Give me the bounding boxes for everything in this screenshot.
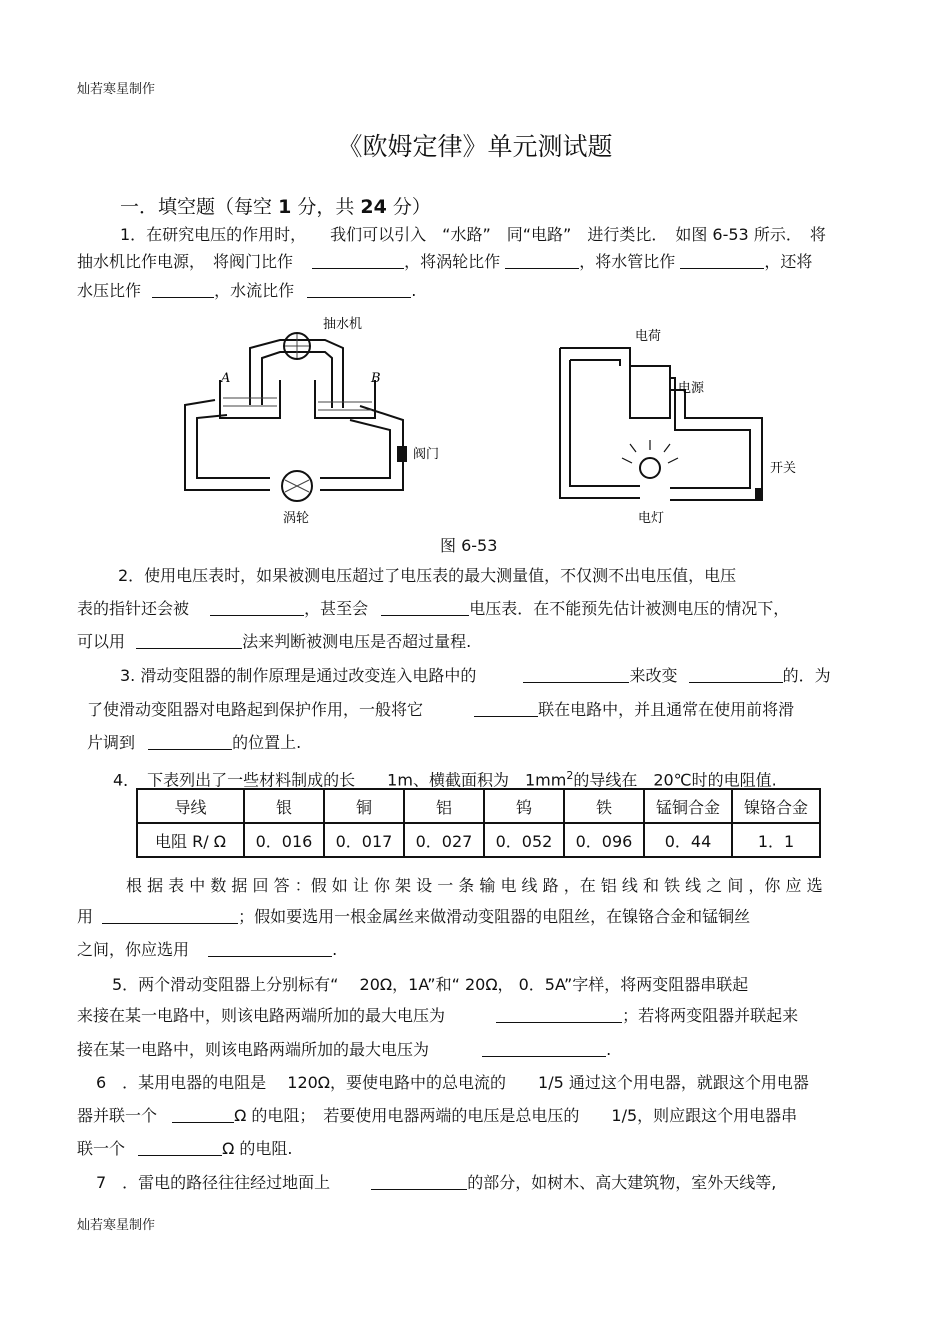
- answer-blank[interactable]: [474, 700, 538, 717]
- table-cell: 0．017: [324, 823, 404, 857]
- q5-line2: [77, 1006, 798, 1026]
- q1-text: 水压比作: [77, 281, 142, 300]
- section-mid: 分，共: [297, 196, 355, 218]
- table-cell: 铜: [324, 789, 404, 823]
- label-pump: 抽水机: [323, 317, 363, 332]
- label-valve: 阀门: [413, 447, 440, 462]
- table-cell: 铝: [404, 789, 484, 823]
- page-header: 灿若寒星制作: [77, 82, 156, 97]
- q5-text: ；若将两变阻器并联起来: [622, 1006, 799, 1025]
- q4-line3: [77, 907, 750, 927]
- q3-text: 来改变: [629, 666, 678, 685]
- q5-text: 接在某一电路中，则该电路两端所加的最大电压为: [77, 1040, 430, 1059]
- resistance-table: [136, 788, 821, 858]
- q4-text: 之间，你应选用: [77, 940, 190, 959]
- label-a: A: [221, 371, 231, 386]
- q1-line3: [77, 281, 416, 301]
- table-cell: 导线: [137, 789, 244, 823]
- q6-line3: [77, 1139, 293, 1159]
- answer-blank[interactable]: [482, 1040, 606, 1057]
- table-cell: 镍铬合金: [732, 789, 820, 823]
- answer-blank[interactable]: [138, 1139, 222, 1156]
- q1-line2: [77, 252, 812, 272]
- table-cell: 0．052: [484, 823, 564, 857]
- q3-text: 的位置上.: [232, 733, 302, 752]
- q2-line1: 2．使用电压表时，如果被测电压超过了电压表的最大测量值，不仅测不出电压值，电压: [118, 566, 737, 585]
- label-source: 电源: [678, 381, 705, 396]
- label-switch: 开关: [770, 461, 797, 476]
- table-row: [137, 823, 820, 857]
- q4-line4: [77, 940, 337, 960]
- page-footer: 灿若寒星制作: [77, 1218, 156, 1233]
- water-circuit-figure: [175, 310, 455, 530]
- table-cell: 1．1: [732, 823, 820, 857]
- q4-text: 的导线在 20℃时的电阻值.: [573, 770, 777, 790]
- table-cell: 银: [244, 789, 324, 823]
- q2-text: 表的指针还会被: [77, 599, 190, 618]
- q1-text: ，将涡轮比作: [404, 252, 501, 271]
- label-b: B: [371, 371, 381, 386]
- label-charge: 电荷: [635, 329, 662, 344]
- q7-line1: [96, 1173, 776, 1193]
- table-cell: 锰铜合金: [644, 789, 732, 823]
- table-cell: 电阻 R/ Ω: [137, 823, 244, 857]
- q4-intro: [113, 766, 777, 790]
- q3-line2: [87, 700, 794, 720]
- q1-text: .: [411, 281, 417, 300]
- q3-text: 了使滑动变阻器对电路起到保护作用，一般将它: [87, 700, 424, 719]
- q7-text: 的部分，如树木、高大建筑物，室外天线等,: [467, 1173, 777, 1192]
- q3-text: 3. 滑动变阻器的制作原理是通过改变连入电路中的: [120, 666, 477, 685]
- q1-text: ，将水管比作: [579, 252, 676, 271]
- label-turbine: 涡轮: [283, 511, 310, 526]
- section-prefix: 一．填空题（每空: [120, 196, 273, 218]
- answer-blank[interactable]: [689, 666, 783, 683]
- section-suffix: 分）: [392, 196, 431, 218]
- answer-blank[interactable]: [172, 1106, 234, 1123]
- page-title: 《欧姆定律》单元测试题: [337, 132, 613, 161]
- q2-line2: [77, 599, 789, 619]
- q1-text: 抽水机比作电源， 将阀门比作: [77, 252, 294, 271]
- q6-text: 联一个: [77, 1139, 126, 1158]
- switch-icon: [755, 488, 763, 500]
- section-num1: 1: [278, 196, 292, 218]
- q1-text: ，还将: [764, 252, 813, 271]
- q5-line1: 5．两个滑动变阻器上分别标有“ 20Ω，1A”和“ 20Ω， 0．5A”字样，将两变阻器串联起: [112, 975, 749, 994]
- q3-text: 联在电路中，并且通常在使用前将滑: [538, 700, 795, 719]
- answer-blank[interactable]: [312, 252, 404, 269]
- table-cell: 0．027: [404, 823, 484, 857]
- answer-blank[interactable]: [152, 281, 214, 298]
- table-cell: 钨: [484, 789, 564, 823]
- q2-text: 电压表．在不能预先估计被测电压的情况下，: [469, 599, 790, 618]
- answer-blank[interactable]: [523, 666, 629, 683]
- section-num2: 24: [360, 196, 387, 218]
- q2-line3: [77, 632, 471, 652]
- q6-text: Ω 的电阻.: [222, 1139, 293, 1158]
- q4-text: 用: [77, 907, 94, 926]
- q5-line3: [77, 1040, 611, 1060]
- q5-text: 来接在某一电路中，则该电路两端所加的最大电压为: [77, 1006, 446, 1025]
- q4-text: ；假如要选用一根金属丝来做滑动变阻器的电阻丝，在镍铬合金和锰铜丝: [238, 907, 751, 926]
- q2-text: 法来判断被测电压是否超过量程.: [242, 632, 472, 651]
- answer-blank[interactable]: [136, 632, 242, 649]
- answer-blank[interactable]: [371, 1173, 467, 1190]
- q5-text: .: [606, 1040, 612, 1059]
- answer-blank[interactable]: [102, 907, 238, 924]
- electric-circuit-figure: [540, 318, 800, 530]
- label-lamp: 电灯: [638, 511, 665, 526]
- q3-line3: [87, 733, 301, 753]
- q2-text: 可以用: [77, 632, 126, 651]
- figure-caption: 图 6-53: [440, 536, 498, 555]
- q4-text: 4． 下表列出了一些材料制成的长 1m、横截面积为 1mm: [113, 770, 567, 790]
- answer-blank[interactable]: [381, 599, 469, 616]
- q2-text: ，甚至会: [304, 599, 369, 618]
- answer-blank[interactable]: [307, 281, 411, 298]
- answer-blank[interactable]: [208, 940, 332, 957]
- q1-text: ，水流比作: [214, 281, 295, 300]
- valve-icon: [397, 446, 407, 462]
- q1-line1: 1．在研究电压的作用时， 我们可以引入 “水路” 同“电路” 进行类比． 如图 6-53 所示． 将: [120, 225, 826, 244]
- q6-line1: 6 ．某用电器的电阻是 120Ω，要使电路中的总电流的 1/5 通过这个用电器，就跟这个用电器: [96, 1073, 809, 1092]
- q6-text: Ω 的电阻； 若要使用电器两端的电压是总电压的 1/5，则应跟这个用电器串: [234, 1106, 798, 1125]
- table-cell: 铁: [564, 789, 644, 823]
- answer-blank[interactable]: [680, 252, 764, 269]
- answer-blank[interactable]: [505, 252, 579, 269]
- q6-text: 器并联一个: [77, 1106, 158, 1125]
- q3-text: 的．为: [782, 666, 831, 685]
- table-cell: 0．44: [644, 823, 732, 857]
- table-cell: 0．016: [244, 823, 324, 857]
- q6-line2: [77, 1106, 797, 1126]
- q7-text: 7 ．雷电的路径往往经过地面上: [96, 1173, 331, 1192]
- table-cell: 0．096: [564, 823, 644, 857]
- q4-text: .: [332, 940, 338, 959]
- q3-line1: [120, 666, 831, 686]
- q3-text: 片调到: [87, 733, 136, 752]
- answer-blank[interactable]: [496, 1006, 622, 1023]
- table-header-row: [137, 789, 820, 823]
- section-heading: [120, 192, 431, 219]
- answer-blank[interactable]: [210, 599, 304, 616]
- q4-line2: 根 据 表 中 数 据 回 答 ：假 如 让 你 架 设 一 条 输 电 线 路 ，在 铝 线 和 铁 线 之 间 ，你 应 选: [126, 876, 823, 895]
- answer-blank[interactable]: [148, 733, 232, 750]
- q4-superscript: 2: [566, 769, 574, 782]
